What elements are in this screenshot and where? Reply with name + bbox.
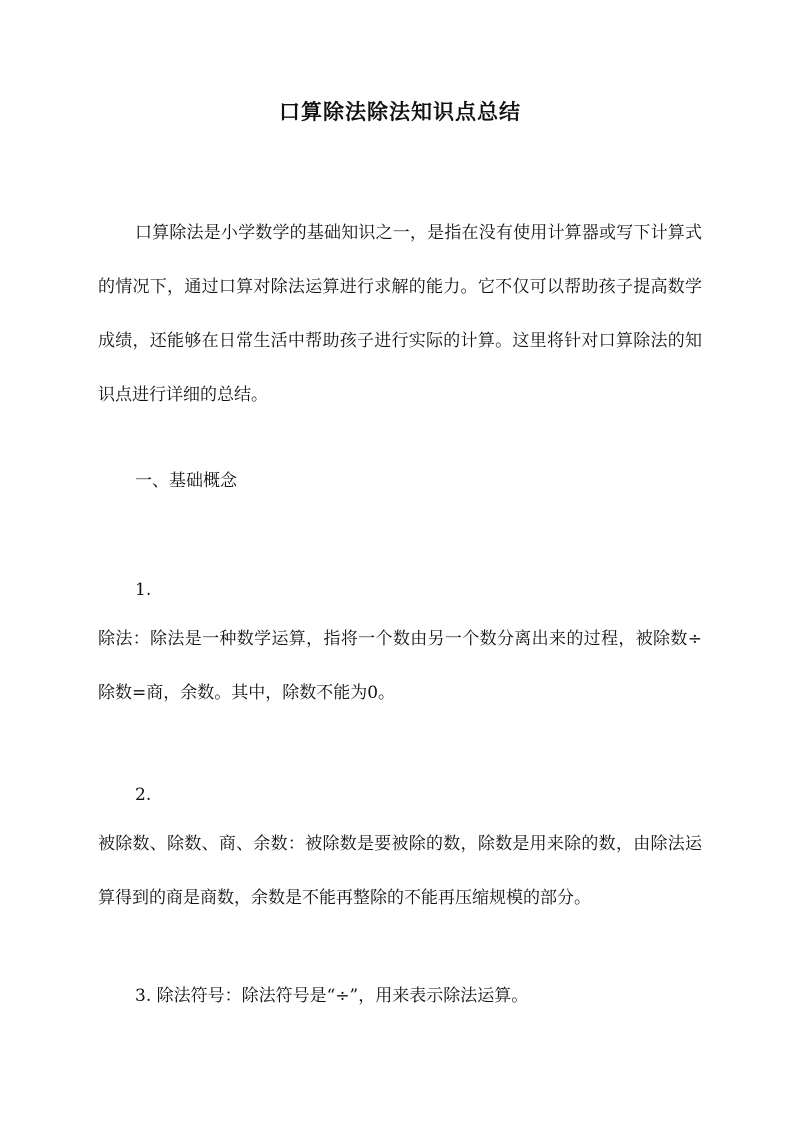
item-3-text: 3. 除法符号：除法符号是“÷”，用来表示除法运算。 xyxy=(135,986,529,1006)
item-1-number: 1. xyxy=(135,580,152,600)
document-title: 口算除法除法知识点总结 xyxy=(279,99,521,124)
item-2-number: 2. xyxy=(135,785,152,805)
section-heading: 一、基础概念 xyxy=(135,471,237,491)
intro-paragraph: 口算除法是小学数学的基础知识之一，是指在没有使用计算器或写下计算式的情况下，通过口算对除法运算进行求解的能力。它不仅可以帮助孩子提高数学成绩，还能够在日常生活中帮助孩子进行实际的计算。这里将针对口算除法的知识点进行详细的总结。 xyxy=(98,223,702,405)
item-1-text: 除法：除法是一种数学运算，指将一个数由另一个数分离出来的过程，被除数÷除数=商，余数。其中，除数不能为0。 xyxy=(98,629,702,703)
item-2-text: 被除数、除数、商、余数：被除数是要被除的数，除数是用来除的数，由除法运算得到的商是商数，余数是不能再整除的不能再压缩规模的部分。 xyxy=(98,834,702,908)
